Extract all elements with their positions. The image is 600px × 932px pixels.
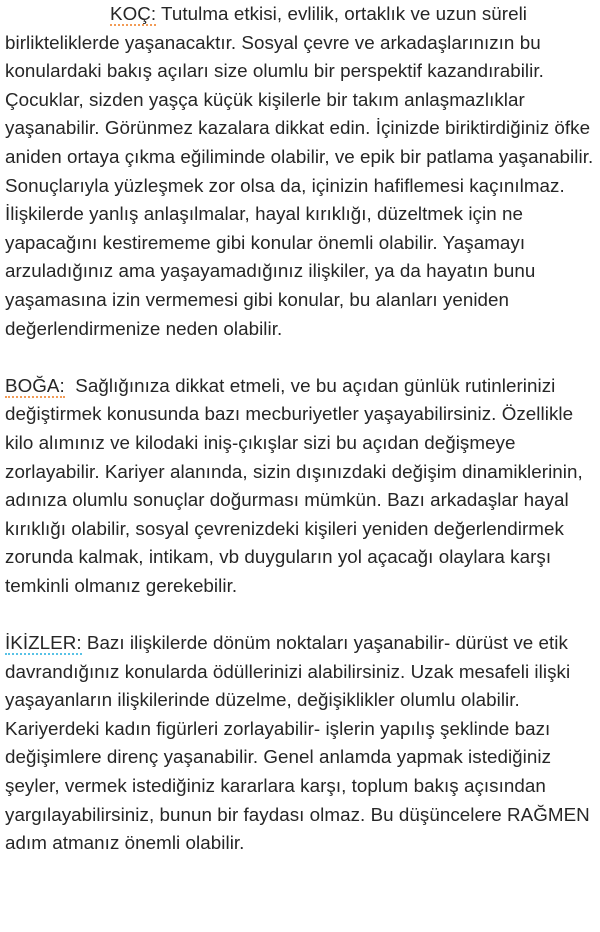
section-ikizler [5, 629, 597, 858]
section-body-boga: Sağlığınıza dikkat etmeli, ve bu açıdan günlük rutinlerinizi değiştirmek konusunda bazı mecburiyetler yaşayabilirsiniz. Özellikle kilo alımınız ve kilodaki iniş-çıkışlar sizi bu açıdan değişmeye zorlayabilir. Kariyer alanında, sizin dışınızdaki değişim dinamiklerinin, adınıza olumlu sonuçlar doğurması mümkün. Bazı arkadaşlar hayal kırıklığı olabilir, sosyal çevrenizdeki kişileri yeniden değerlendirmek zorunda kalmak, intikam, vb duyguların yol açacağı olaylara karşı temkinli olmanız gerekebilir. [5, 374, 589, 596]
section-body-ikizler: Bazı ilişkilerde dönüm noktaları yaşanabilir- dürüst ve etik davrandığınız konularda ödüllerinizi alabilirsiniz. Uzak mesafeli ilişki yaşayanların ilişkilerinde düzelme, değişiklikler olumlu olabilir. Kariyerdeki kadın figürleri zorlayabilir- işlerin yapılış şeklinde bazı değişimlere direnç yaşanabilir. Genel anlamda yapmak istediğiniz şeyler, vermek istediğiniz kararlara karşı, toplum bakış açısından yargılayabilirsiniz, bunun bir faydası olmaz. Bu düşüncelere RAĞMEN adım atmanız önemli olabilir. [5, 632, 590, 854]
section-boga [5, 372, 597, 601]
section-heading-boga[interactable]: BOĞA: [5, 374, 65, 396]
section-body-koc: Tutulma etkisi, evlilik, ortaklık ve uzun süreli birlikteliklerde yaşanacaktır. Sosyal çevre ve arkadaşlarınızın bu konulardaki bakış açıları size olumlu bir perspektif kazandırabilir. Çocuklar, sizden yaşça küçük kişilerle bir takım anlaşmazlıklar yaşanabilir. Görünmez kazalara dikkat edin. İçinizde biriktirdiğiniz öfke aniden ortaya çıkma eğiliminde olabilir, ve epik bir patlama yaşanabilir. Sonuçlarıyla yüzleşmek zor olsa da, içinizin hafiflemesi kaçınılmaz. İlişkilerde yanlış anlaşılmalar, hayal kırıklığı, düzeltmek için ne yapacağını kestirememe gibi konular önemli olabilir. Yaşamayı arzuladığınız ama yaşayamadığınız ilişkiler, ya da hayatın bunu yaşamasına izin vermemesi gibi konular, bu alanları yeniden değerlendirmenize neden olabilir. [5, 3, 594, 339]
section-heading-koc[interactable]: KOÇ: [110, 3, 157, 24]
section-heading-ikizler[interactable]: İKİZLER: [5, 632, 82, 654]
horoscope-document [5, 0, 597, 858]
section-koc [5, 0, 597, 343]
